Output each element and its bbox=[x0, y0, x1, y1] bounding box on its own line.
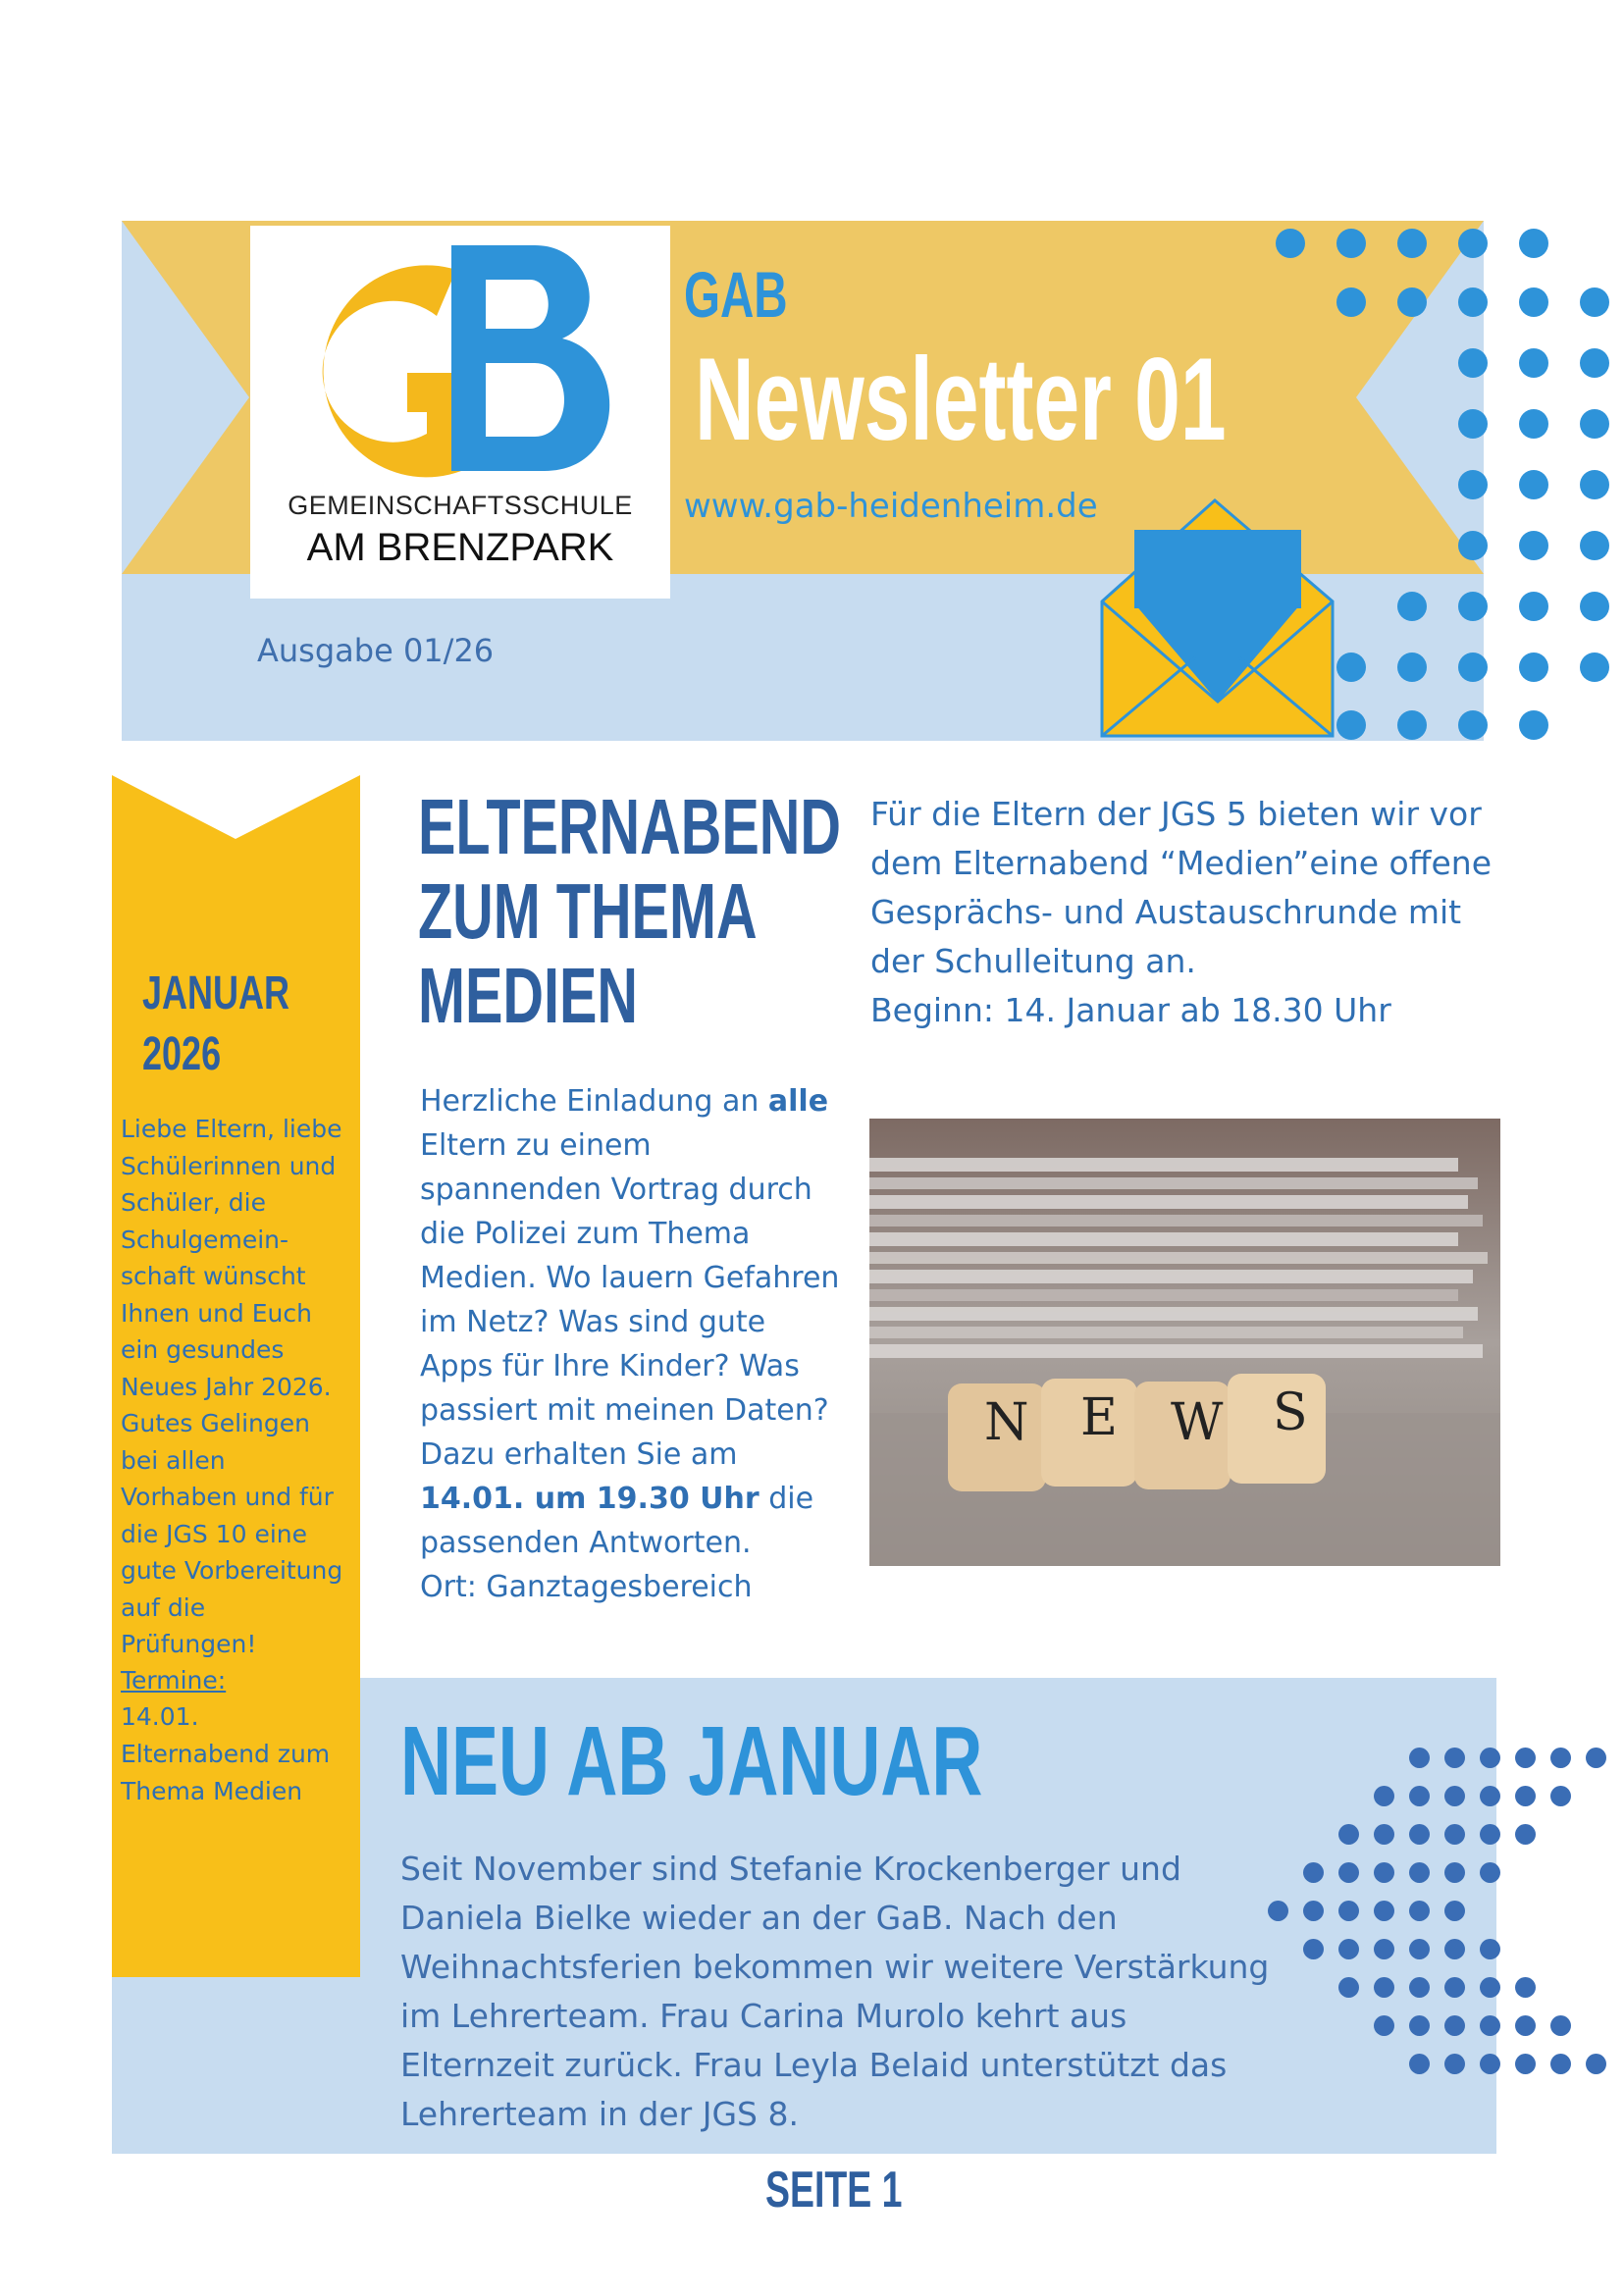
header-kicker: GAB bbox=[684, 258, 788, 331]
article1-location: Ort: Ganztagesbereich bbox=[420, 1570, 753, 1604]
logo bbox=[250, 226, 670, 599]
article1-right-paragraph: Für die Eltern der JGS 5 bieten wir vor dem Elternabend “Medien”eine offene Gesprächs- und Austauschrunde mit der Schulleitung an. bbox=[870, 795, 1492, 980]
page-number: SEITE 1 bbox=[765, 2162, 903, 2218]
news-cube-s: S bbox=[1273, 1383, 1308, 1442]
article2-heading: NEU AB JANUAR bbox=[400, 1706, 983, 1816]
sidebar-termine-text: Elternabend zum Thema Medien bbox=[121, 1740, 331, 1805]
article1-heading-line3: MEDIEN bbox=[418, 952, 639, 1039]
logo-line1: GEMEINSCHAFTSSCHULE bbox=[288, 491, 633, 520]
news-cube-n: N bbox=[984, 1393, 1029, 1452]
news-photo bbox=[869, 1119, 1500, 1566]
news-cube-w: W bbox=[1171, 1393, 1224, 1452]
newsletter-title: Newsletter 01 bbox=[695, 334, 1227, 465]
article1-heading bbox=[418, 785, 841, 1038]
article2-background-extension bbox=[112, 1977, 360, 2154]
logo-line2: AM BRENZPARK bbox=[306, 526, 614, 569]
sidebar-termine-date: 14.01. bbox=[121, 1702, 199, 1731]
article1-p1-start: Herzliche Einladung an bbox=[420, 1084, 760, 1119]
news-cube-e: E bbox=[1080, 1388, 1118, 1447]
article1-right-text bbox=[870, 790, 1498, 1035]
article1-right-begin: Beginn: 14. Januar ab 18.30 Uhr bbox=[870, 991, 1391, 1029]
issue-label: Ausgabe 01/26 bbox=[257, 632, 495, 669]
article1-heading-line2: ZUM THEMA bbox=[418, 867, 758, 955]
article1-heading-line1: ELTERNABEND bbox=[418, 783, 841, 870]
sidebar-greeting: Liebe Eltern, liebe Schülerinnen und Schüler, die Schulgemein-schaft wünscht Ihnen und Euch ein gesundes Neues Jahr 2026. Gutes Gelingen bei allen Vorhaben und für die JGS 10 eine gute Vorbereitung auf die Prüfungen! bbox=[121, 1115, 343, 1658]
article2-text: Seit November sind Stefanie Krockenberger und Daniela Bielke wieder an der GaB. Nach den Weihnachtsferien bekommen wir weitere Verstärkung im Lehrerteam. Frau Carina Murolo kehrt aus Elternzeit zurück. Frau Leyla Belaid unterstützt das Lehrerteam in der JGS 8. bbox=[400, 1850, 1270, 2133]
article1-p1-end: die passenden Antworten. bbox=[420, 1482, 814, 1560]
website-link[interactable]: www.gab-heidenheim.de bbox=[684, 487, 1098, 526]
article1-p1-mid: Eltern zu einem spannenden Vortrag durch die Polizei zum Thema Medien. Wo lauern Gefahren im Netz? Was sind gute Apps für Ihre Kinder? Was passiert mit meinen Daten? Dazu erhalten Sie am bbox=[420, 1128, 840, 1472]
envelope-icon bbox=[1097, 496, 1342, 741]
article1-p1-bold: alle bbox=[767, 1084, 829, 1119]
article1-body bbox=[420, 1079, 842, 1609]
sidebar-termine-label: Termine: bbox=[121, 1666, 227, 1695]
article1-p1-bold2: 14.01. um 19.30 Uhr bbox=[420, 1482, 760, 1516]
sidebar-year: 2026 bbox=[142, 1028, 222, 1080]
sidebar-month: JANUAR bbox=[142, 967, 290, 1019]
